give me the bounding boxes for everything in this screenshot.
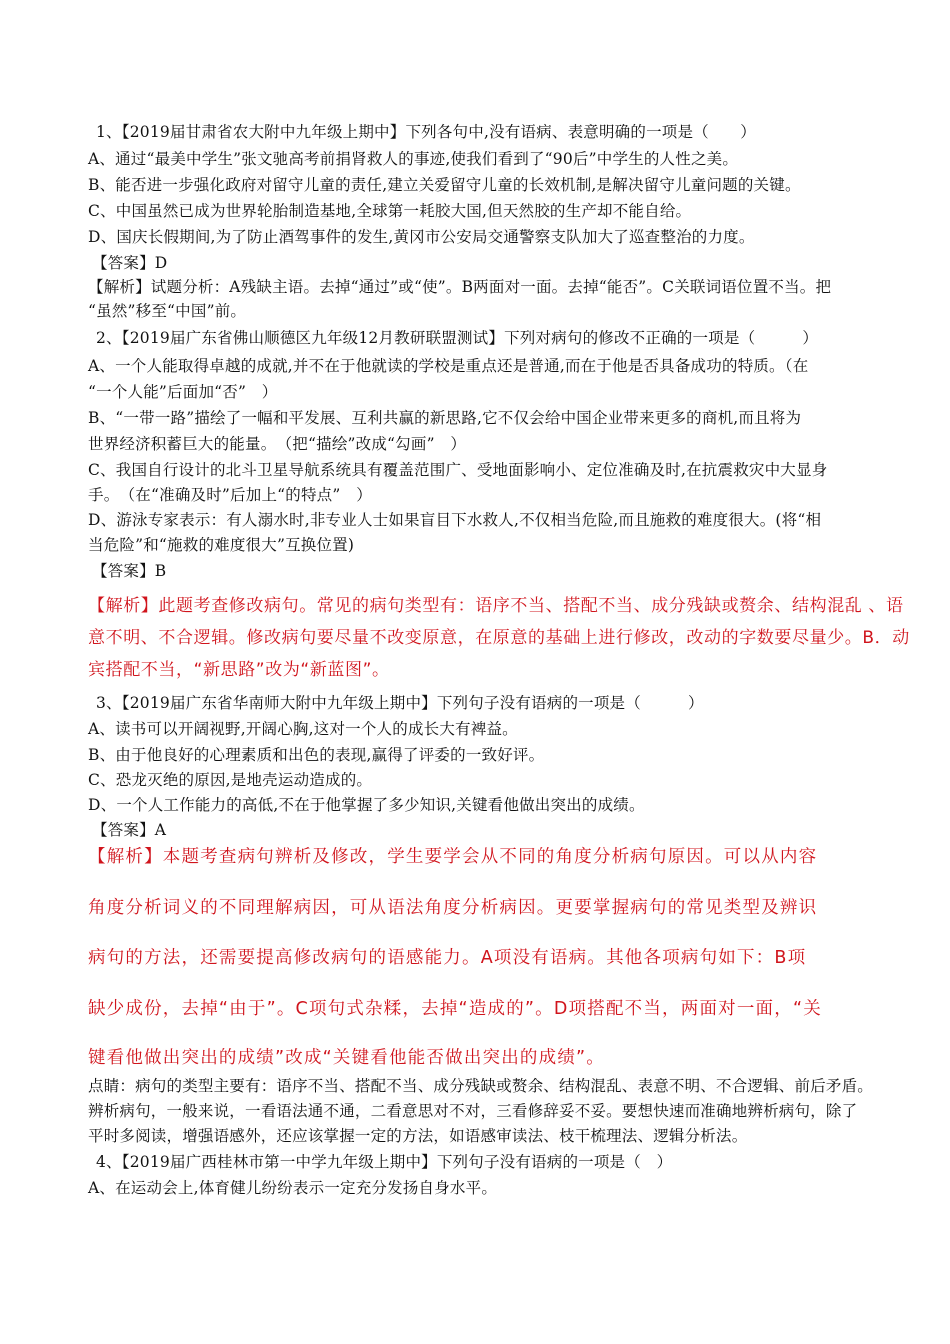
question-1-option-b: B、能否进一步强化政府对留守儿童的责任,建立关爱留守儿童的长效机制,是解决留守儿童问题的关键。 [88, 176, 801, 194]
question-4-heading: 4、【2019届广西桂林市第一中学九年级上期中】下列句子没有语病的一项是（ ） [96, 1153, 673, 1171]
question-3-analysis-line-3: 病句的方法，还需要提高修改病句的语感能力。A项没有语病。其他各项病句如下：B项 [88, 948, 807, 968]
question-1-analysis-line-2: “虽然”移至“中国”前。 [88, 302, 247, 320]
question-1-option-d: D、国庆长假期间,为了防止酒驾事件的发生,黄冈市公安局交通警察支队加大了巡查整治的力度。 [88, 228, 755, 246]
question-3-tip-line-3: 平时多阅读，增强语感外，还应该掌握一定的方法，如语感审读法、枝干梳理法、逻辑分析法。 [88, 1127, 748, 1145]
question-1-option-c: C、中国虽然已成为世界轮胎制造基地,全球第一耗胶大国,但天然胶的生产却不能自给。 [88, 202, 692, 220]
question-3-option-b: B、由于他良好的心理素质和出色的表现,赢得了评委的一致好评。 [88, 746, 545, 764]
question-2-analysis-line-3: 宾搭配不当，“新思路”改为“新蓝图”。 [88, 660, 390, 680]
question-1-option-a: A、通过“最美中学生”张文驰高考前捐肾救人的事迹,使我们看到了“90后”中学生的人性之美。 [88, 150, 739, 168]
question-2-option-a-line-1: A、一个人能取得卓越的成就,并不在于他就读的学校是重点还是普通,而在于他是否具备成功的特质。（在 [88, 357, 809, 375]
question-2-option-d-line-2: 当危险”和“施救的难度很大”互换位置) [88, 536, 355, 554]
question-2-analysis-line-1: 【解析】此题考查修改病句。常见的病句类型有：语序不当、搭配不当、成分残缺或赘余、结构混乱 、语 [88, 596, 904, 616]
question-3-option-a: A、读书可以开阔视野,开阔心胸,这对一个人的成长大有裨益。 [88, 720, 518, 738]
question-2-heading: 2、【2019届广东省佛山顺德区九年级12月教研联盟测试】下列对病句的修改不正确的一项是（ ） [96, 329, 819, 347]
question-2-answer: 【答案】B [92, 562, 167, 580]
question-3-heading: 3、【2019届广东省华南师大附中九年级上期中】下列句子没有语病的一项是（ ） [96, 694, 704, 712]
question-2-option-a-line-2: “一个人能”后面加“否” ） [88, 383, 278, 401]
question-1-analysis-line-1: 【解析】试题分析：A残缺主语。去掉“通过”或“使”。B两面对一面。去掉“能否”。C关联词语位置不当。把 [88, 278, 832, 296]
question-3-tip-line-2: 辨析病句，一般来说，一看语法通不通，二看意思对不对，三看修辞妥不妥。要想快速而准确地辨析病句，除了 [88, 1102, 858, 1120]
question-3-analysis-line-4: 缺少成份，去掉“由于”。C项句式杂糅，去掉“造成的”。D项搭配不当，两面对一面，“关 [88, 999, 822, 1019]
question-2-option-b-line-1: B、“一带一路”描绘了一幅和平发展、互利共赢的新思路,它不仅会给中国企业带来更多的商机,而且将为 [88, 409, 802, 427]
question-2-analysis-line-2: 意不明、不合逻辑。修改病句要尽量不改变原意，在原意的基础上进行修改，改动的字数要尽量少。B．动 [88, 628, 910, 648]
question-2-option-c-line-2: 手。 （在“准确及时”后加上“的特点” ） [88, 486, 372, 504]
question-3-option-c: C、恐龙灭绝的原因,是地壳运动造成的。 [88, 771, 373, 789]
question-2-option-d-line-1: D、游泳专家表示：有人溺水时,非专业人士如果盲目下水救人,不仅相当危险,而且施救的难度很大。(将“相 [88, 511, 822, 529]
question-3-tip-line-1: 点睛：病句的类型主要有：语序不当、搭配不当、成分残缺或赘余、结构混乱、表意不明、不合逻辑、前后矛盾。 [88, 1077, 874, 1095]
question-3-analysis-line-5: 键看他做出突出的成绩”改成“关键看他能否做出突出的成绩”。 [88, 1048, 605, 1068]
question-3-option-d: D、一个人工作能力的高低,不在于他掌握了多少知识,关键看他做出突出的成绩。 [88, 796, 645, 814]
question-1-answer: 【答案】D [92, 254, 168, 272]
question-3-analysis-line-2: 角度分析词义的不同理解病因，可从语法角度分析病因。更要掌握病句的常见类型及辨识 [88, 898, 818, 918]
question-1-heading: 1、【2019届甘肃省农大附中九年级上期中】下列各句中,没有语病、表意明确的一项是（ ） [96, 123, 756, 141]
question-3-answer: 【答案】A [92, 821, 167, 839]
question-3-analysis-line-1: 【解析】本题考查病句辨析及修改，学生要学会从不同的角度分析病句原因。可以从内容 [88, 847, 818, 867]
question-2-option-c-line-1: C、我国自行设计的北斗卫星导航系统具有覆盖范围广、受地面影响小、定位准确及时,在抗震救灾中大显身 [88, 461, 828, 479]
question-4-option-a: A、在运动会上,体育健儿纷纷表示一定充分发扬自身水平。 [88, 1179, 498, 1197]
question-2-option-b-line-2: 世界经济积蓄巨大的能量。 （把“描绘”改成“勾画” ） [88, 435, 467, 453]
